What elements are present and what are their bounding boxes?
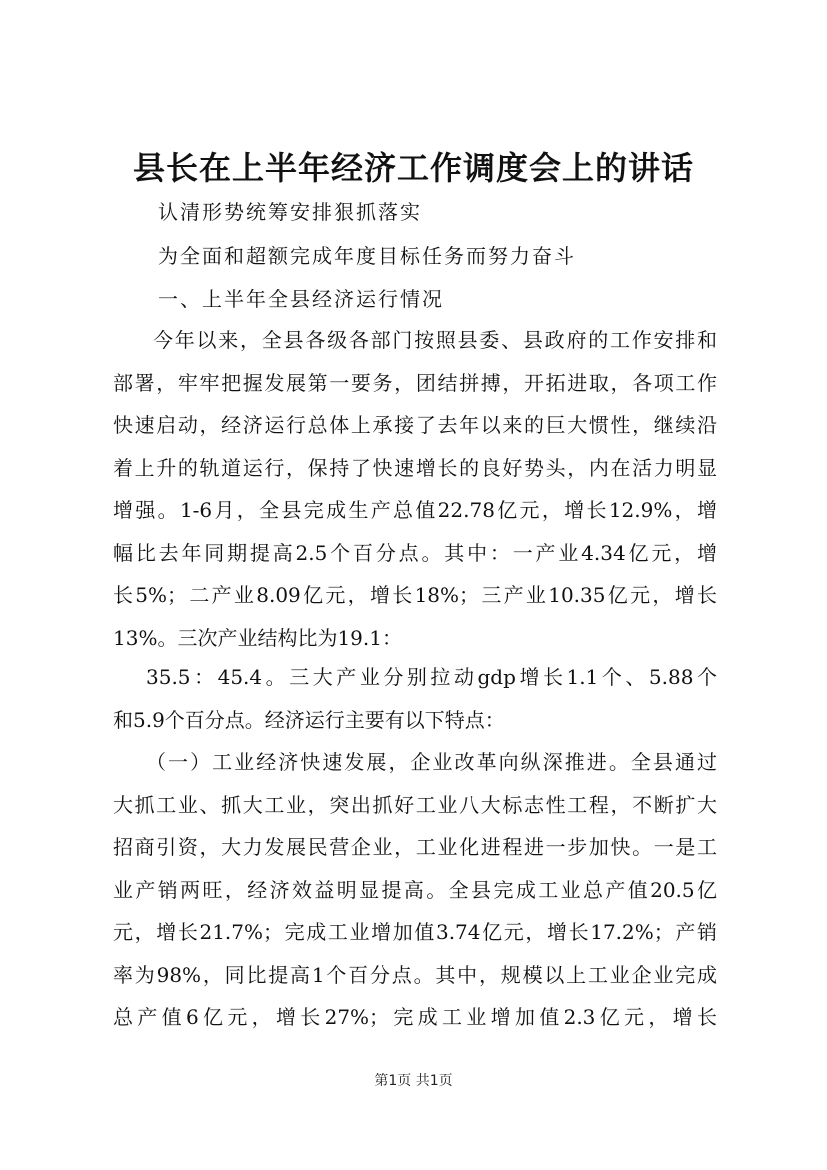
subtitle-1: 认清形势统筹安排狠抓落实 [158,200,422,224]
paragraph-1-line-3: 快速启动，经济运行总体上承接了去年以来的巨大惯性，继续沿 [113,413,717,437]
paragraph-1-line-5: 增强。1-6月，全县完成生产总值22.78亿元，增长12.9%，增 [113,498,717,522]
paragraph-1-line-2: 部署，牢牢把握发展第一要务，团结拼搏，开拓进取，各项工作 [113,371,717,395]
paragraph-2-line-1: 35.5：45.4。三大产业分别拉动gdp增长1.1个、5.88个 [146,665,717,689]
paragraph-3-line-3: 招商引资，大力发展民营企业，工业化进程进一步加快。一是工 [113,835,717,859]
paragraph-1-line-4: 着上升的轨道运行，保持了快速增长的良好势头，内在活力明显 [113,456,717,480]
paragraph-2-line-2: 和5.9个百分点。经济运行主要有以下特点： [113,708,505,732]
paragraph-1-line-6: 幅比去年同期提高2.5个百分点。其中：一产业4.34亿元，增 [113,541,717,565]
paragraph-3-line-1: （一）工业经济快速发展，企业改革向纵深推进。全县通过 [146,750,717,774]
paragraph-3-line-4: 业产销两旺，经济效益明显提高。全县完成工业总产值20.5亿 [113,878,717,902]
paragraph-1-line-8: 13%。三次产业结构比为19.1： [113,626,402,650]
paragraph-1-line-7: 长5%；二产业8.09亿元，增长18%；三产业10.35亿元，增长 [113,583,717,607]
section-heading-1: 一、上半年全县经济运行情况 [158,287,444,311]
paragraph-3-line-2: 大抓工业、抓大工业，突出抓好工业八大标志性工程，不断扩大 [113,793,717,817]
paragraph-3-line-7: 总产值6亿元，增长27%；完成工业增加值2.3亿元，增长 [113,1005,717,1029]
paragraph-3-line-6: 率为98%，同比提高1个百分点。其中，规模以上工业企业完成 [113,963,717,987]
paragraph-3-line-5: 元，增长21.7%；完成工业增加值3.74亿元，增长17.2%；产销 [113,920,717,944]
document-title: 县长在上半年经济工作调度会上的讲话 [132,149,694,187]
subtitle-2: 为全面和超额完成年度目标任务而努力奋斗 [158,244,576,268]
paragraph-1-line-1: 今年以来，全县各级各部门按照县委、县政府的工作安排和 [153,328,717,352]
page-number-footer: 第1页 共1页 [374,1073,453,1089]
